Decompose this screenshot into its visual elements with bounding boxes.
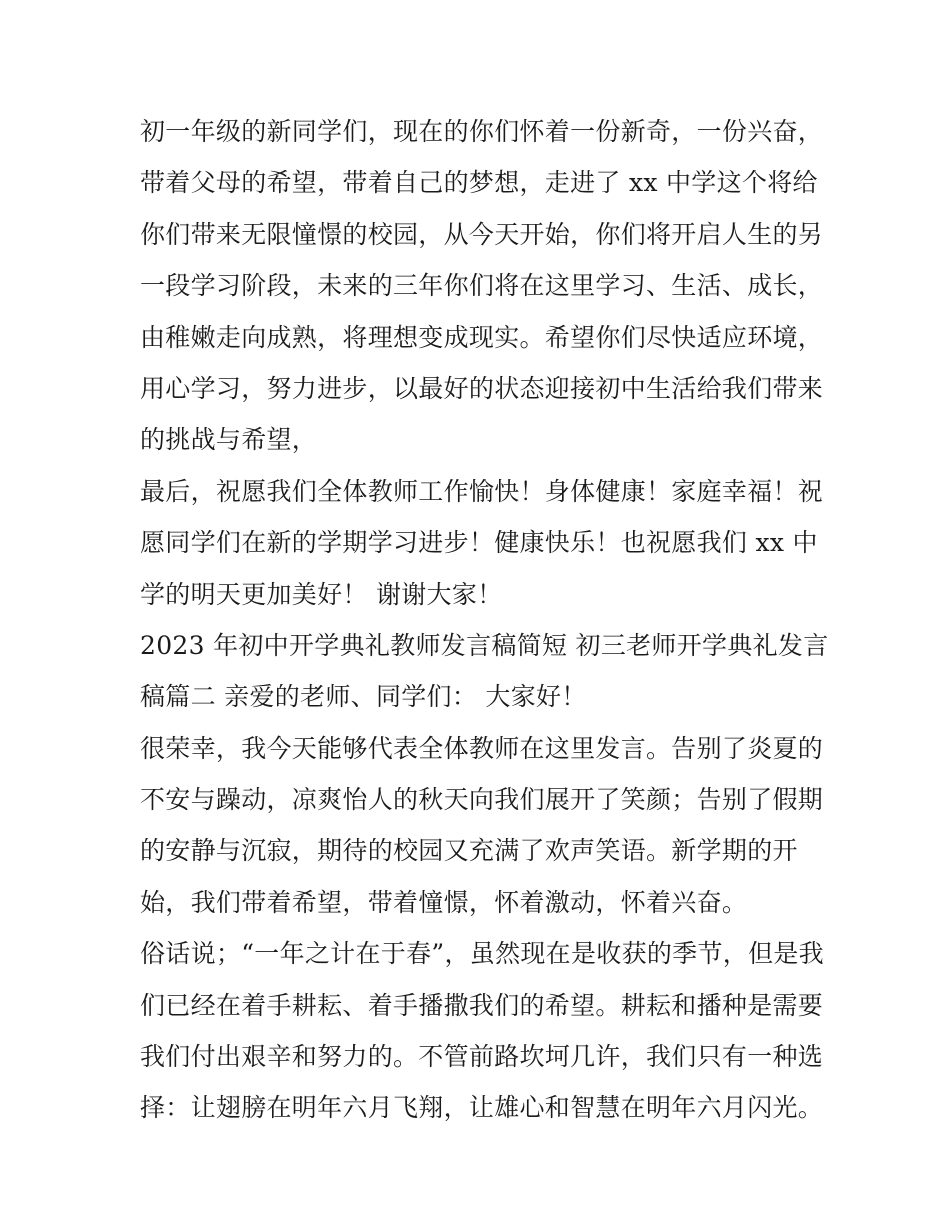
text-line-9: 愿同学们在新的学期学习进步！健康快乐！也祝愿我们 xx 中 bbox=[140, 528, 818, 558]
text-line-14: 不安与躁动，凉爽怡人的秋天向我们展开了笑颜；告别了假期 bbox=[140, 785, 824, 815]
text-line-15: 的安静与沉寂，期待的校园又充满了欢声笑语。新学期的开 bbox=[140, 836, 798, 866]
text-line-10: 学的明天更加美好！ 谢谢大家！ bbox=[140, 579, 503, 609]
text-line-17: 俗话说；“一年之计在于春”，虽然现在是收获的季节，但是我 bbox=[140, 939, 824, 969]
text-line-19: 我们付出艰辛和努力的。不管前路坎坷几许，我们只有一种选 bbox=[140, 1042, 824, 1072]
text-line-6: 用心学习，努力进步，以最好的状态迎接初中生活给我们带来 bbox=[140, 373, 824, 403]
document-body bbox=[140, 106, 829, 1134]
text-line-5: 由稚嫩走向成熟，将理想变成现实。希望你们尽快适应环境， bbox=[140, 322, 824, 352]
text-line-16: 始，我们带着希望，带着憧憬，怀着激动，怀着兴奋。 bbox=[140, 887, 748, 917]
text-line-4: 一段学习阶段，未来的三年你们将在这里学习、生活、成长， bbox=[140, 271, 824, 301]
text-line-2: 带着父母的希望，带着自己的梦想，走进了 xx 中学这个将给 bbox=[140, 168, 818, 198]
text-line-18: 们已经在着手耕耘、着手播撒我们的希望。耕耘和播种是需要 bbox=[140, 990, 824, 1020]
text-line-8: 最后，祝愿我们全体教师工作愉快！身体健康！家庭幸福！祝 bbox=[140, 476, 824, 506]
text-line-7: 的挑战与希望， bbox=[140, 425, 318, 455]
text-line-1: 初一年级的新同学们，现在的你们怀着一份新奇，一份兴奋， bbox=[140, 117, 824, 146]
text-line-20: 择：让翅膀在明年六月飞翔，让雄心和智慧在明年六月闪光。 bbox=[140, 1093, 824, 1123]
text-line-11: 2023 年初中开学典礼教师发言稿简短 初三老师开学典礼发言 bbox=[140, 630, 829, 660]
text-line-13: 很荣幸，我今天能够代表全体教师在这里发言。告别了炎夏的 bbox=[140, 733, 824, 763]
text-line-12: 稿篇二 亲爱的老师、同学们： 大家好！ bbox=[140, 682, 587, 712]
text-line-3: 你们带来无限憧憬的校园，从今天开始，你们将开启人生的另 bbox=[140, 219, 824, 249]
